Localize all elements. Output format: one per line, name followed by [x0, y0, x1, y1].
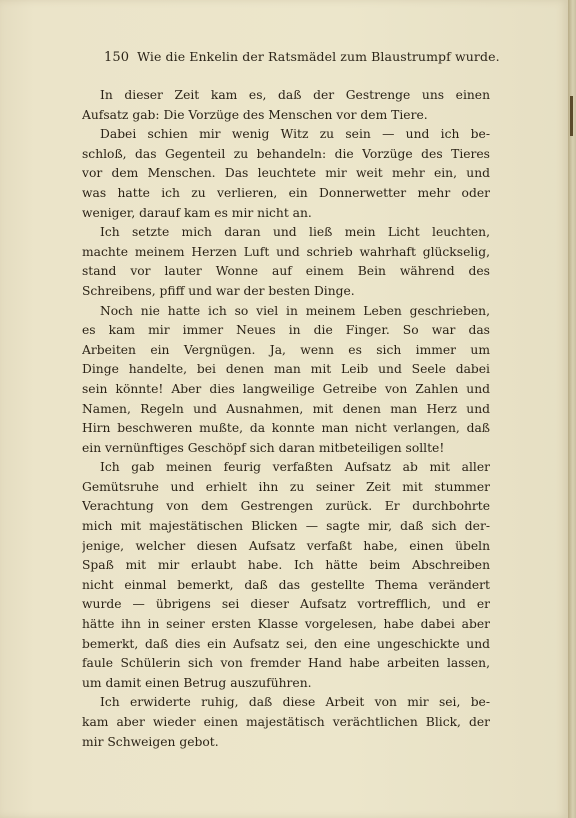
- text-line: Dinge handelte, bei denen man mit Leib und Seele dabei: [82, 362, 490, 377]
- text-line: stand vor lauter Wonne auf einem Bein während des: [82, 264, 490, 279]
- text-line: Ich erwiderte ruhig, daß diese Arbeit von mir sei, be-: [100, 695, 490, 710]
- paragraph: [82, 302, 490, 459]
- running-head-title: Wie die Enkelin der Ratsmädel zum Blaustrumpf wurde.: [137, 49, 500, 64]
- text-line: mir Schweigen gebot.: [82, 734, 219, 749]
- text-line: um damit einen Betrug auszuführen.: [82, 675, 312, 690]
- paragraph: [82, 86, 490, 125]
- text-line: kam aber wieder einen majestätisch verächtlichen Blick, der: [82, 715, 490, 729]
- text-line: was hatte ich zu verlieren, ein Donnerwetter mehr oder: [82, 185, 490, 200]
- text-line: In dieser Zeit kam es, daß der Gestrenge uns einen: [100, 88, 490, 102]
- text-line: schloß, das Gegenteil zu behandeln: die Vorzüge des Tieres: [82, 146, 490, 161]
- text-line: Spaß mit mir erlaubt habe. Ich hätte beim Abschreiben: [82, 558, 490, 573]
- paragraph: [82, 693, 490, 752]
- text-line: Dabei schien mir wenig Witz zu sein — und ich be-: [100, 127, 490, 142]
- text-line: Ich gab meinen feurig verfaßten Aufsatz ab mit aller: [100, 460, 490, 475]
- text-line: wurde — übrigens sei dieser Aufsatz vortrefflich, und er: [82, 597, 490, 612]
- text-line: hätte ihn in seiner ersten Klasse vorgelesen, habe dabei aber: [82, 617, 490, 632]
- text-line: Verachtung von dem Gestrengen zurück. Er durchbohrte: [82, 499, 490, 514]
- text-line: faule Schülerin sich von fremder Hand habe arbeiten lassen,: [82, 656, 490, 671]
- running-head: [104, 49, 500, 69]
- text-line: Hirn beschweren mußte, da konnte man nicht verlangen, daß: [82, 421, 490, 436]
- text-line: weniger, darauf kam es mir nicht an.: [82, 205, 312, 220]
- text-line: sein könnte! Aber dies langweilige Getreibe von Zahlen und: [82, 381, 490, 396]
- text-line: Gemütsruhe und erhielt ihn zu seiner Zeit mit stummer: [82, 479, 490, 494]
- page-number: 150: [104, 50, 130, 65]
- paragraph: [82, 223, 490, 301]
- text-line: es kam mir immer Neues in die Finger. So war das: [82, 323, 490, 338]
- text-line: machte meinem Herzen Luft und schrieb wahrhaft glückselig,: [82, 244, 490, 259]
- text-line: Arbeiten ein Vergnügen. Ja, wenn es sich immer um: [82, 342, 490, 357]
- text-line: nicht einmal bemerkt, daß das gestellte Thema verändert: [82, 577, 490, 592]
- text-line: ein vernünftiges Geschöpf sich daran mitbeteiligen sollte!: [82, 440, 445, 455]
- text-line: Schreibens, pfiff und war der besten Dinge.: [82, 283, 355, 298]
- text-line: Ich setzte mich daran und ließ mein Licht leuchten,: [100, 225, 490, 240]
- text-line: Aufsatz gab: Die Vorzüge des Menschen vor dem Tiere.: [82, 107, 428, 122]
- paragraph: [82, 125, 490, 223]
- text-line: Noch nie hatte ich so viel in meinem Leben geschrieben,: [100, 303, 490, 318]
- text-line: mich mit majestätischen Blicken — sagte mir, daß sich der-: [82, 519, 490, 534]
- body-text: [82, 86, 490, 752]
- bookmark-strip: [570, 96, 573, 136]
- text-line: bemerkt, daß dies ein Aufsatz sei, den eine ungeschickte und: [82, 636, 490, 651]
- text-line: jenige, welcher diesen Aufsatz verfaßt habe, einen übeln: [82, 538, 490, 553]
- paragraph: [82, 458, 490, 693]
- text-line: Namen, Regeln und Ausnahmen, mit denen man Herz und: [82, 401, 490, 416]
- text-line: vor dem Menschen. Das leuchtete mir weit mehr ein, und: [82, 166, 490, 181]
